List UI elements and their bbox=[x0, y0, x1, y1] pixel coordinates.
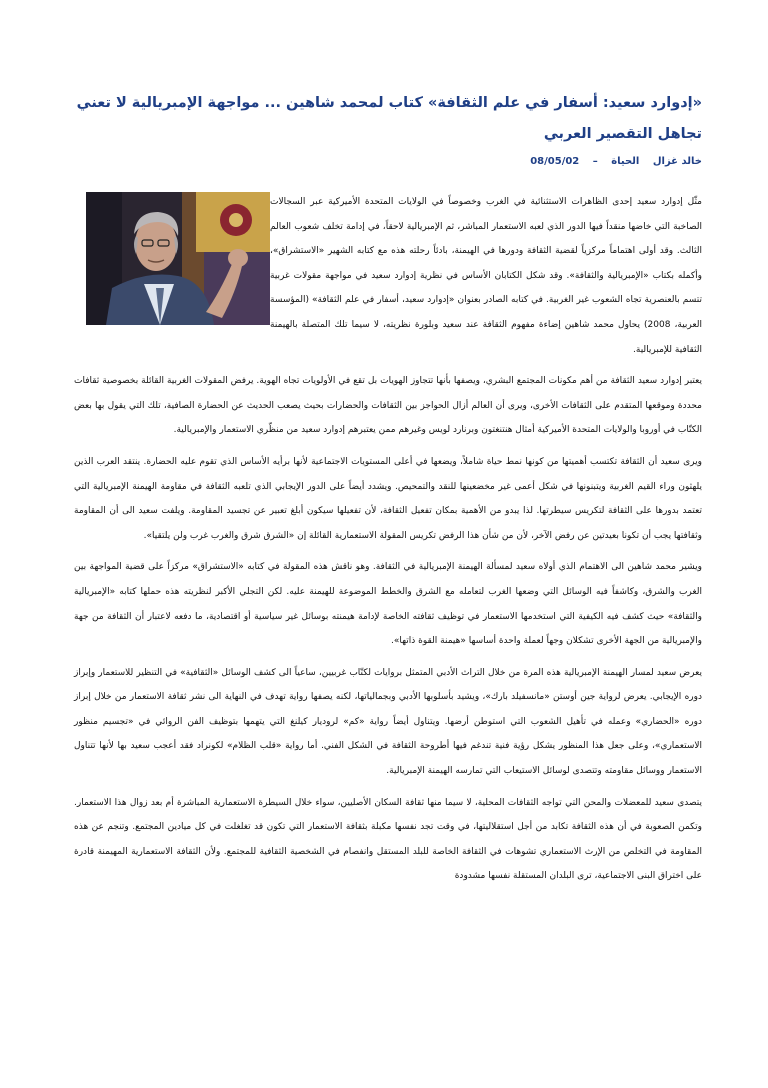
source-name: الحياة bbox=[611, 156, 640, 167]
article-paragraph-5: يعرض سعيد لمسار الهيمنة الإمبريالية هذه المرة من خلال التراث الأدبي المتمثل بروايات لكتّاب غربيين، ساعياً الى كشف الوسائل «الثقافية» في التنظير للاستعمار وإبراز دوره الإيجابي. يعرض لرواية جين أوستن «مانسفيلد بارك»، ويشيد بأسلوبها الأدبي وبجمالياتها، لكنه يصفها رواية تهدف في النهاية الى نشر ثقافة الاستعمار من خلال إبراز دوره «الحضاري» وعمله في تأهيل الشعوب التي استوطن أرضها. ويتناول أيضاً رواية «كم» لروديار كيلنغ التي يتهمها بتوظيف الفن الروائي في «تجسيم منظور الاستعماري»، وعلى جعل هذا المنظور يشكل رؤية فنية تندغم فيها أطروحة الثقافة في الشكل الفني. أما رواية «قلب الظلام» لكونراد فقد أعجب سعيد بها لأنها تتناول الاستعمار ووسائل مقاومته وتتصدى لوسائل الاستيعاب التي تمارسه الهيمنة الإمبريالية. bbox=[74, 667, 702, 777]
article-paragraph-4: ويشير محمد شاهين الى الاهتمام الذي أولاه سعيد لمسألة الهيمنة الإمبريالية في الثقافة. وهو ناقش هذه المقولة في كتابه «الاستشراق» مركزاً على قضية المواجهة بين الغرب والشرق، وكاشفاً فيه الوسائل التي وضعها الغرب لتعامله مع الشرق والخطط الموضوعة للهيمنة عليه. لكن التجلي الأكبر لنظريته هذه حملها كتابه «الإمبريالية والثقافة» حيث كشف فيه الكيفية التي استخدمها الاستعمار في توظيف ثقافته الخاصة لإدامة هيمنته بوسائل غير سياسية أو اقتصادية، ما دفعه لاعتبار أن الثقافة من جهة والإمبريالية من الجهة الأخرى تشكلان وجهاً لعملة واحدة أساسها «هيمنة القوة ذاتها». bbox=[74, 562, 702, 647]
author-name: خالد غزال bbox=[652, 156, 702, 167]
byline bbox=[74, 156, 702, 176]
article-paragraph-2: يعتبر إدوارد سعيد الثقافة من أهم مكونات المجتمع البشري، ويصفها بأنها تتجاوز الهويات بل تقع في الأولويات تجاه الهوية. يرفض المقولات الغربية القائلة بخصوصية ثقافات محددة وموقعها المتقدم على الثقافات الأخرى، ويرى أن العالم أزال الحواجز بين الثقافات والحضارات بحيث يصعب الحديث عن الحضارة الصافية، تلك التي يقول بها بعض الكتّاب في أوروبا والولايات المتحدة الأميركية أمثال هنتنغتون وبرنارد لويس وغيرهم ممن يعتبرهم إدوارد سعيد من منظّري الاستعمار والإمبريالية. bbox=[74, 376, 702, 436]
author-portrait-photo bbox=[86, 192, 270, 325]
publish-date: 08/05/02 bbox=[530, 156, 580, 167]
article-body bbox=[74, 190, 702, 889]
article-paragraph-1: مثّل إدوارد سعيد إحدى الظاهرات الاستثنائية في الغرب وخصوصاً في الولايات المتحدة الأميركية عبر السجالات الصاخبة التي خاضها منقداً فيها الدور الذي لعبه الاستعمار المباشر، ثم الإمبريالية لاحقاً، في إدامة تخلف شعوب العالم الثالث. وقد أولى اهتماماً مركزياً لقضية الثقافة ودورها في الهيمنة، بادئاً رحلته هذه مع كتابه الشهير «الاستشراق»، وأكمله بكتاب «الإمبريالية والثقافة». وقد شكل الكتابان الأساس في نظرية إدوارد سعيد في مواجهة مقولات غربية تتسم بالعنصرية تجاه الشعوب غير الغربية. في كتابه الصادر بعنوان «إدوارد سعيد، أسفار في علم الثقافة» (المؤسسة العربية، 2008) يحاول محمد شاهين إضاءة مفهوم الثقافة عند سعيد وبلورة نظريته، لا سيما تلك المتصلة بالهيمنة الثقافية للإمبريالية. bbox=[270, 197, 702, 355]
article-paragraph-3: ويرى سعيد أن الثقافة تكتسب أهميتها من كونها نمط حياة شاملاً، ويضعها في أعلى المستويات الاجتماعية لأنها برأيه الأساس الذي تقوم عليه الحضارة. ينتقد العرب الذين يلهثون وراء القيم الغربية ويتبنونها في شكل أعمى غير مخضعينها للنقد والتمحيص. ويشدد أيضاً على الدور الإيجابي الذي تلعبه الثقافة في مقاومة الهيمنة الإمبريالية التي تعتمد بدورها على الثقافة لتكريس سيطرتها. لذا يبدو من الأهمية بمكان تفعيل الثقافة، لأن تفعيلها سيكون أبلغ تعبير عن تجسيد المقاومة. ويلفت سعيد الى أن المقاومة وثقافتها يجب أن تكونا بعيدتين عن رفض الآخر، لأن من شأن هذا الرفض تكريس المقولة الاستعمارية القائلة إن «الشرق شرق والغرب غرب ولن يلتقيا». bbox=[74, 456, 702, 541]
article-headline: «إدوارد سعيد: أسفار في علم الثقافة» كتاب لمحمد شاهين ... مواجهة الإمبريالية لا تعني تجاهل التقصير العربي bbox=[76, 95, 702, 142]
byline-separator: – bbox=[592, 156, 598, 167]
portrait-illustration bbox=[86, 192, 270, 325]
article-paragraph-6: يتصدى سعيد للمعضلات والمحن التي تواجه الثقافات المحلية، لا سيما منها ثقافة السكان الأصليين، سواء خلال السيطرة الاستعمارية المباشرة أم بعد زوال هذا الاستعمار. وتكمن الصعوبة في أن هذه الثقافة تكابد من أجل استقلاليتها، في وقت تجد نفسها مكبلة بثقافة الاستعمار التي تكون قد تغلغلت في كل ميادين المجتمع. وتنجم عن هذه المقاومة في التخلص من الإرث الاستعماري تشوهات في الثقافة الخاصة للبلد المستقل وانفصام في الشخصية الثقافية للمجتمع. ولأن الثقافة الاستعمارية المهيمنة قادرة على اختراق البنى الاجتماعية، ترى البلدان المستقلة نفسها مشدودة bbox=[74, 797, 702, 882]
